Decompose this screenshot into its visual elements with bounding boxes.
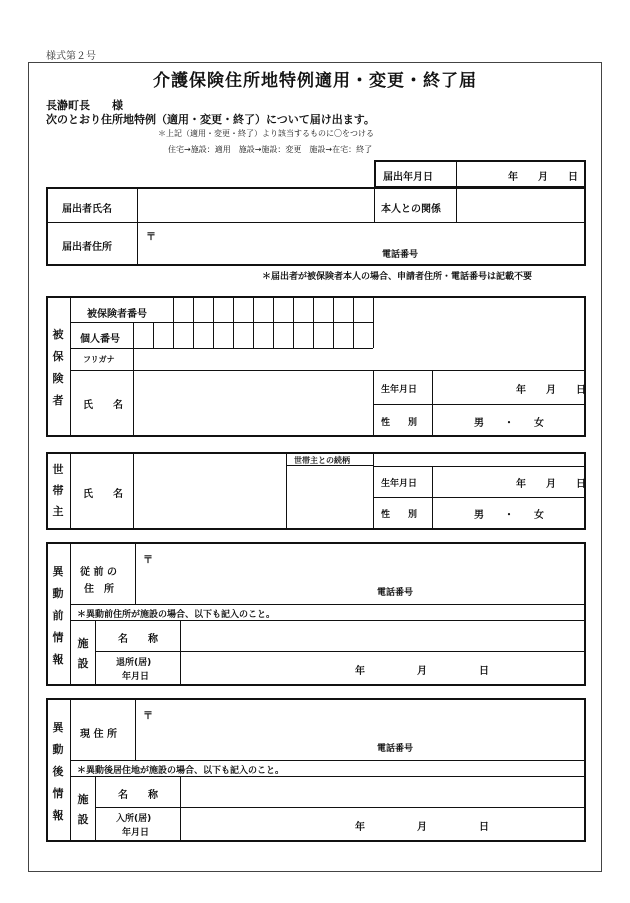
- before-side-5: 報: [52, 653, 64, 666]
- phone-label: 電話番号: [382, 250, 419, 260]
- personal-number-label: 個人番号: [80, 334, 120, 345]
- household-relation-field[interactable]: [287, 466, 372, 528]
- before-address-label-2: 住 所: [84, 584, 114, 595]
- insured-name-label: 氏 名: [83, 400, 123, 411]
- before-date-month: 月: [417, 666, 427, 677]
- household-birth-value: 年 月 日: [516, 479, 586, 490]
- after-date-label-1: 入所(居): [116, 814, 152, 824]
- addressee: 長瀞町長 様: [46, 99, 123, 112]
- after-date-field[interactable]: [181, 808, 584, 840]
- before-facility-2: 設: [77, 657, 89, 670]
- household-side-3: 主: [52, 505, 64, 518]
- insured-side-1: 被: [52, 328, 64, 341]
- after-date-year: 年: [355, 822, 365, 833]
- household-birth-label: 生年月日: [381, 479, 418, 489]
- insured-sex-value[interactable]: 男 ・ 女: [474, 418, 544, 429]
- household-side-1: 世: [52, 463, 64, 476]
- intro-text: 次のとおり住所地特例（適用・変更・終了）について届け出ます。: [46, 113, 375, 126]
- after-facility-name-label: 名 称: [118, 790, 158, 801]
- filed-date-value: 年 月 日: [508, 172, 578, 183]
- relation-field[interactable]: [458, 189, 584, 221]
- before-address-label-1: 従 前 の: [80, 567, 117, 578]
- household-side-2: 帯: [52, 484, 64, 497]
- before-date-label-2: 年月日: [122, 672, 150, 682]
- before-phone-label: 電話番号: [377, 588, 414, 598]
- before-side-1: 異: [52, 565, 64, 578]
- before-postal-mark: 〒: [143, 555, 153, 566]
- insured-sex-label: 性 別: [381, 418, 418, 428]
- insured-side-4: 者: [52, 394, 64, 407]
- before-facility-name-label: 名 称: [118, 634, 158, 645]
- before-date-label-1: 退所(居): [116, 658, 152, 668]
- household-sex-value[interactable]: 男 ・ 女: [474, 510, 544, 521]
- after-date-month: 月: [417, 822, 427, 833]
- household-sex-label: 性 別: [381, 510, 418, 520]
- after-postal-mark: 〒: [143, 711, 153, 722]
- before-side-4: 情: [52, 631, 64, 644]
- before-side-2: 動: [52, 587, 64, 600]
- before-facility-1: 施: [77, 637, 89, 650]
- before-side-3: 前: [52, 609, 64, 622]
- filer-address-field[interactable]: [139, 224, 584, 264]
- after-side-2: 動: [52, 743, 64, 756]
- household-name-field[interactable]: [134, 454, 285, 528]
- postal-mark: 〒: [146, 232, 156, 243]
- filer-footnote: ＊届出者が被保険者本人の場合、申請者住所・電話番号は記載不要: [262, 272, 533, 282]
- after-address-label: 現 住 所: [80, 729, 117, 740]
- note-types: 住宅→施設：適用 施設→施設：変更 施設→在宅：終了: [168, 145, 373, 154]
- household-name-label: 氏 名: [83, 489, 123, 500]
- after-phone-label: 電話番号: [377, 744, 414, 754]
- insured-name-field[interactable]: [134, 371, 372, 435]
- after-side-3: 後: [52, 765, 64, 778]
- insured-side-3: 険: [52, 372, 64, 385]
- personal-number-field[interactable]: [134, 323, 372, 347]
- insured-birth-value: 年 月 日: [516, 385, 586, 396]
- form-number: 様式第２号: [46, 51, 96, 62]
- after-facility-1: 施: [77, 793, 89, 806]
- before-facility-name-field[interactable]: [181, 621, 584, 650]
- before-facility-note: ＊異動前住所が施設の場合、以下も記入のこと。: [77, 610, 276, 620]
- insured-birth-label: 生年月日: [381, 385, 418, 395]
- after-side-4: 情: [52, 787, 64, 800]
- after-address-field[interactable]: [137, 700, 584, 759]
- before-date-field[interactable]: [181, 652, 584, 684]
- after-date-day: 日: [479, 822, 489, 833]
- filer-name-field[interactable]: [139, 189, 373, 221]
- note-circle: ＊上記（適用・変更・終了）より該当するものに〇をつける: [158, 129, 374, 138]
- after-side-5: 報: [52, 809, 64, 822]
- filed-date-label: 届出年月日: [383, 172, 433, 183]
- filer-name-label: 届出者氏名: [62, 204, 112, 215]
- after-facility-note: ＊異動後居住地が施設の場合、以下も記入のこと。: [77, 766, 285, 776]
- filer-address-label: 届出者住所: [62, 242, 112, 253]
- before-address-field[interactable]: [137, 544, 584, 603]
- after-date-label-2: 年月日: [122, 828, 150, 838]
- before-date-day: 日: [479, 666, 489, 677]
- before-date-year: 年: [355, 666, 365, 677]
- relation-label: 本人との関係: [381, 204, 441, 215]
- insured-number-field[interactable]: [174, 298, 372, 321]
- insured-side-2: 保: [52, 350, 64, 363]
- insured-number-label: 被保険者番号: [87, 309, 147, 320]
- after-facility-2: 設: [77, 813, 89, 826]
- household-relation-label: 世帯主との続柄: [294, 456, 350, 465]
- furigana-field[interactable]: [134, 349, 372, 369]
- page-title: 介護保険住所地特例適用・変更・終了届: [153, 71, 477, 91]
- after-facility-name-field[interactable]: [181, 777, 584, 806]
- furigana-label: フリガナ: [83, 355, 115, 364]
- after-side-1: 異: [52, 721, 64, 734]
